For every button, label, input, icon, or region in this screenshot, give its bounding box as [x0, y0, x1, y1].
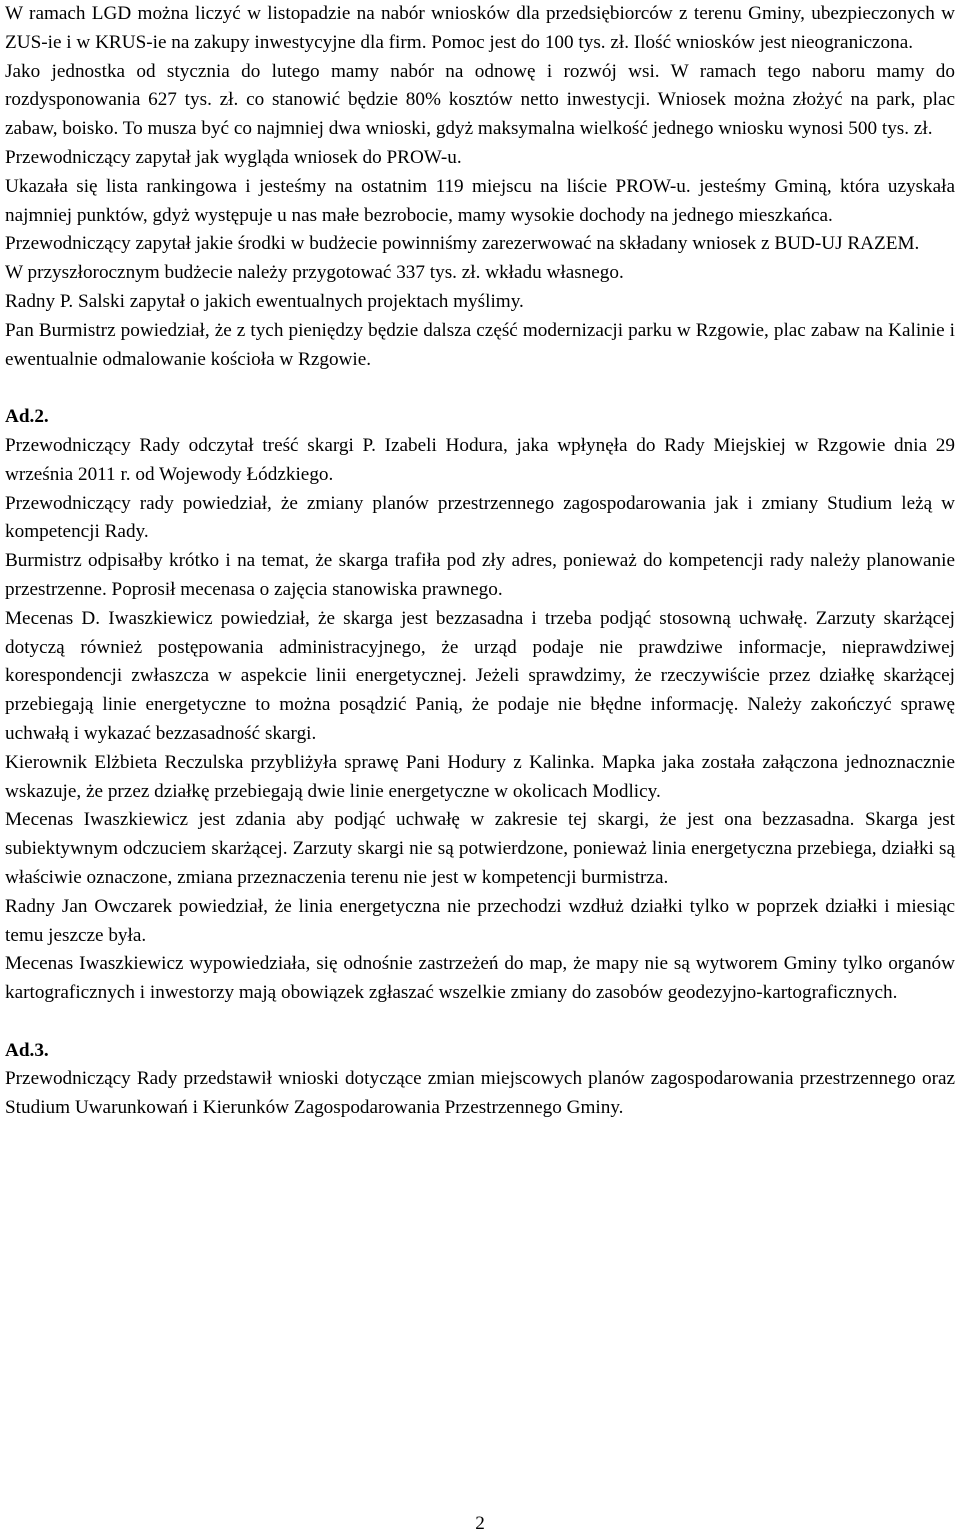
paragraph: Radny P. Salski zapytał o jakich ewentualnych projektach myślimy. [5, 290, 524, 312]
section-heading-ad-2: Ad.2. [5, 406, 49, 428]
paragraph: Przewodniczący zapytał jak wygląda wniosek do PROW-u. [5, 146, 462, 168]
paragraph: Przewodniczący Rady przedstawił wnioski dotyczące zmian miejscowych planów zagospodarowania przestrzennego oraz Studium Uwarunkowań i Kierunków Zagospodarowania Przestrzennego Gminy. [5, 1068, 955, 1119]
paragraph: Przewodniczący rady powiedział, że zmiany planów przestrzennego zagospodarowania jak i zmiany Studium leżą w kompetencji Rady. [5, 492, 955, 543]
section-spacer [5, 374, 955, 403]
page-number: 2 [475, 1513, 485, 1534]
paragraph: W przyszłorocznym budżecie należy przygotować 337 tys. zł. wkładu własnego. [5, 262, 624, 284]
paragraph: Przewodniczący Rady odczytał treść skargi P. Izabeli Hodura, jaka wpłynęła do Rady Miejskiej w Rzgowie dnia 29 września 2011 r. od Wojewody Łódzkiego. [5, 434, 955, 485]
paragraph: Jako jednostka od stycznia do lutego mamy nabór na odnowę i rozwój wsi. W ramach tego naboru mamy do rozdysponowania 627 tys. zł. co stanowić będzie 80% kosztów netto inwestycji. Wniosek można złożyć na park, plac zabaw, boisko. To musza być co najmniej dwa wnioski, gdyż maksymalna wielkość jednego wniosku wynosi 500 tys. zł. [5, 60, 955, 140]
paragraph: W ramach LGD można liczyć w listopadzie na nabór wniosków dla przedsiębiorców z terenu Gminy, ubezpieczonych w ZUS-ie i w KRUS-ie na zakupy inwestycyjne dla firm. Pomoc jest do 100 tys. zł. Ilość wniosków jest nieograniczona. [5, 3, 955, 53]
paragraph: Ukazała się lista rankingowa i jesteśmy na ostatnim 119 miejscu na liście PROW-u. jesteśmy Gminą, która uzyskała najmniej punktów, gdyż występuje u nas małe bezrobocie, mamy wysokie dochody na jednego mieszkańca. [5, 175, 955, 226]
document-body [5, 0, 955, 1123]
paragraph: Kierownik Elżbieta Reczulska przybliżyła sprawę Pani Hodury z Kalinka. Mapka jaka została załączona jednoznacznie wskazuje, że przez działkę przebiegają dwie linie energetyczne w okolicach Modlicy. [5, 751, 955, 802]
paragraph: Mecenas D. Iwaszkiewicz powiedział, że skarga jest bezzasadna i trzeba podjąć stosowną uchwałę. Zarzuty skarżącej dotyczą również postępowania administracyjnego, że urząd podaje nie prawdziwe informacje, nieprawdziwej korespondencji zwłaszcza w aspekcie linii energetycznej. Jeżeli sprawdzimy, że rzeczywiście przez działkę skarżącej przebiegają linie energetyczne to można posądzić Panią, że podaje nie błędne informację. Należy zakończyć sprawę uchwałą i wykazać bezzasadność skargi. [5, 607, 955, 744]
section-heading-ad-3: Ad.3. [5, 1039, 49, 1061]
paragraph: Burmistrz odpisałby krótko i na temat, że skarga trafiła pod zły adres, ponieważ do kompetencji rady należy planowanie przestrzenne. Poprosił mecenasa o zajęcia stanowiska prawnego. [5, 550, 955, 600]
section-spacer [5, 1008, 955, 1037]
paragraph: Mecenas Iwaszkiewicz jest zdania aby podjąć uchwałę w zakresie tej skargi, że jest ona bezzasadna. Skarga jest subiektywnym odczuciem skarżącej. Zarzuty skargi nie są potwierdzone, ponieważ linia energetyczna przebiega, działki są właściwie oznaczone, zmiana przeznaczenia terenu nie jest w kompetencji burmistrza. [5, 809, 955, 888]
paragraph: Mecenas Iwaszkiewicz wypowiedziała, się odnośnie zastrzeżeń do map, że mapy nie są wytworem Gminy tylko organów kartograficznych i inwestorzy mają obowiązek zgłaszać wszelkie zmiany do zasobów geodezyjno-kartograficznych. [5, 953, 955, 1004]
paragraph: Pan Burmistrz powiedział, że z tych pieniędzy będzie dalsza część modernizacji parku w Rzgowie, plac zabaw na Kalinie i ewentualnie odmalowanie kościoła w Rzgowie. [5, 319, 955, 370]
paragraph: Przewodniczący zapytał jakie środki w budżecie powinniśmy zarezerwować na składany wniosek z BUD-UJ RAZEM. [5, 233, 920, 255]
paragraph: Radny Jan Owczarek powiedział, że linia energetyczna nie przechodzi wzdłuż działki tylko w poprzek działki i miesiąc temu jeszcze była. [5, 895, 955, 946]
